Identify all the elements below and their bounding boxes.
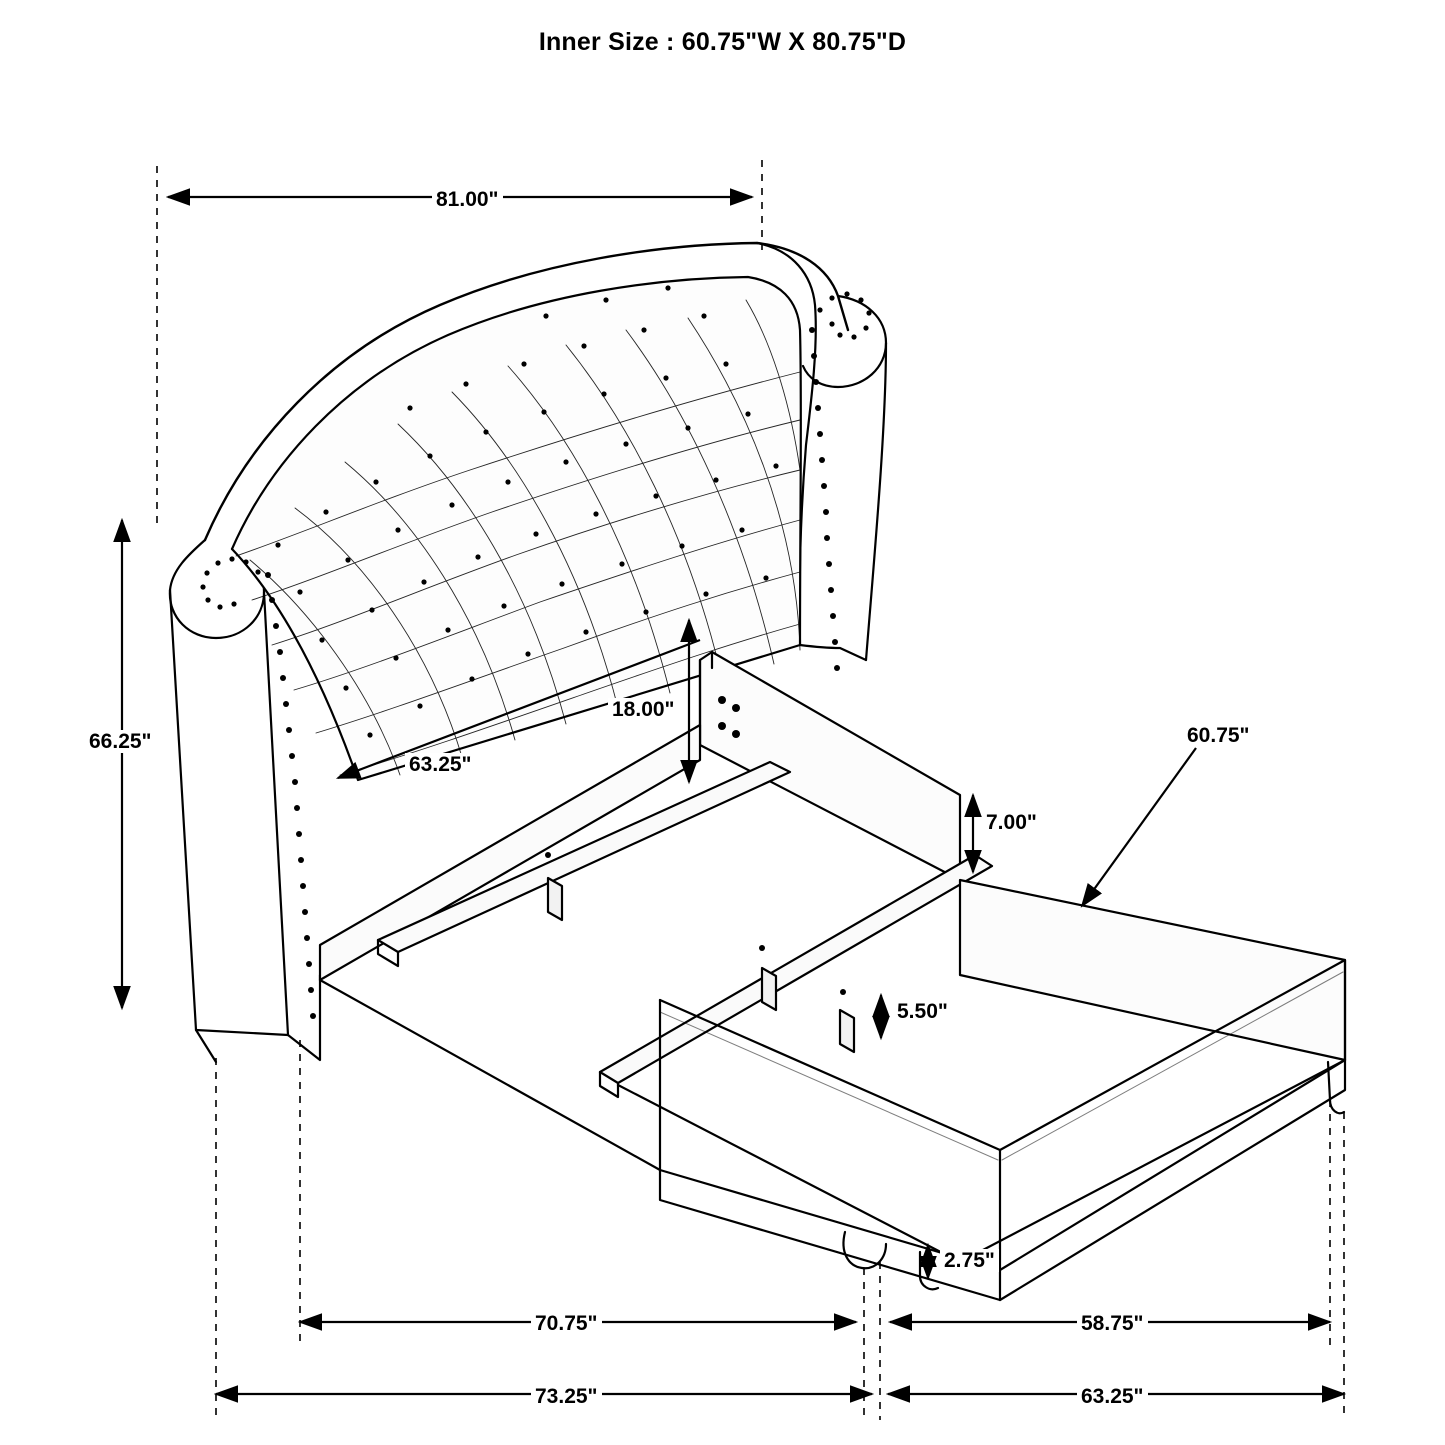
dim-leader-6075 (1082, 748, 1196, 906)
dim-label-foot-width-total: 63.25" (1077, 1385, 1148, 1408)
dim-label-headboard-width: 63.25" (405, 753, 476, 776)
dim-label-side-length-total: 73.25" (531, 1385, 602, 1408)
page-title: Inner Size : 60.75"W X 80.75"D (538, 28, 907, 56)
dim-label-side-length-outer: 70.75" (531, 1312, 602, 1335)
dim-label-headboard-clearance: 18.00" (608, 698, 679, 721)
dim-label-overall-height-left: 66.25" (85, 730, 156, 753)
dim-label-overall-width-top: 81.00" (432, 188, 503, 211)
dim-label-slat-height: 5.50" (893, 1000, 952, 1023)
dim-label-inner-width-callout: 60.75" (1183, 724, 1254, 747)
dim-label-foot-width-outer: 58.75" (1077, 1312, 1148, 1335)
dim-label-foot-leg-height: 2.75" (940, 1249, 999, 1272)
bed-illustration (170, 243, 1345, 1300)
dim-label-rail-to-floor: 7.00" (982, 811, 1041, 834)
